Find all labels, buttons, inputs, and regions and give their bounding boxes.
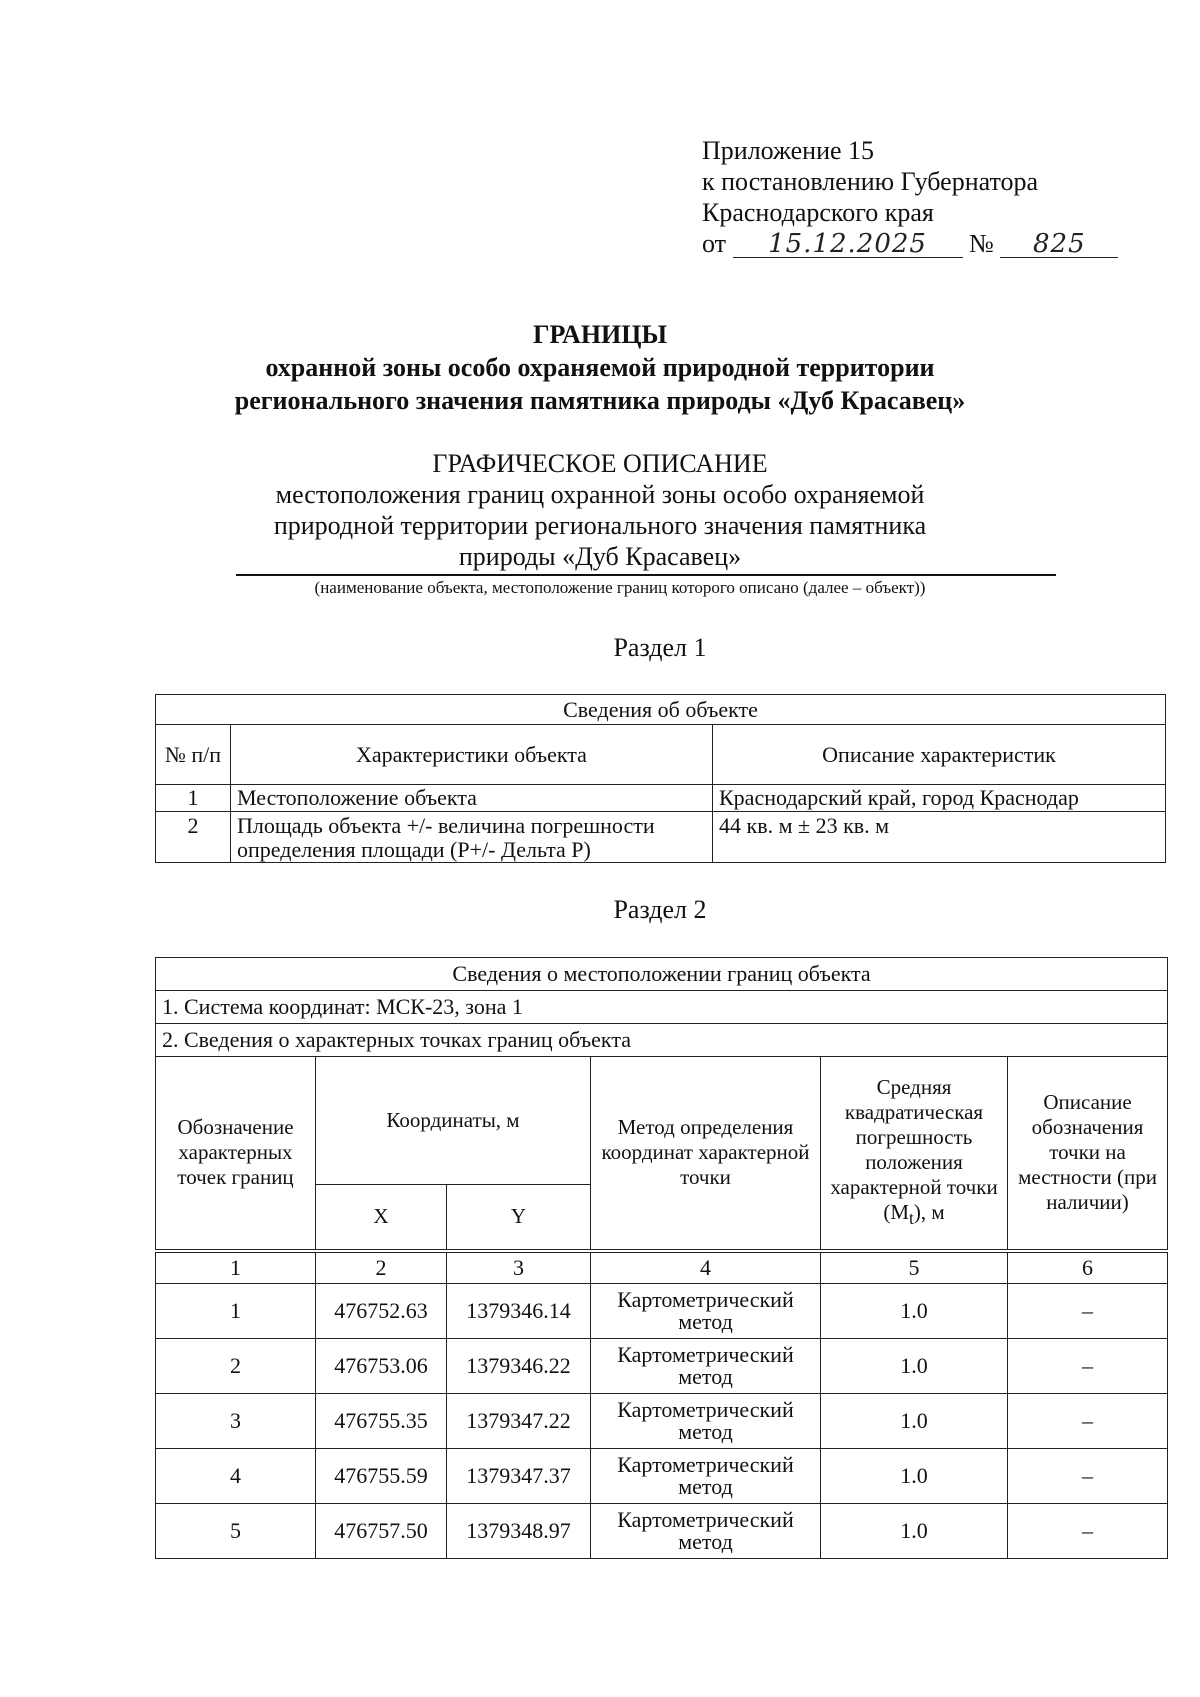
cell-coordinate-x: 476752.63 [316, 1284, 447, 1339]
cell-location-description: – [1008, 1449, 1168, 1504]
row-description: Краснодарский край, город Краснодар [713, 785, 1166, 812]
column-number: 5 [821, 1251, 1008, 1284]
cell-point-id: 4 [156, 1449, 316, 1504]
coordinate-system: 1. Система координат: МСК-23, зона 1 [156, 991, 1168, 1024]
column-header-x: X [316, 1185, 447, 1251]
table-header-row [156, 1057, 1168, 1185]
table-row [156, 1339, 1168, 1394]
cell-point-id: 1 [156, 1284, 316, 1339]
cell-method: Картометрический метод [591, 1394, 821, 1449]
cell-point-id: 3 [156, 1394, 316, 1449]
error-header-unit: ), м [913, 1199, 945, 1224]
cell-location-description: – [1008, 1284, 1168, 1339]
cell-location-description: – [1008, 1339, 1168, 1394]
title-line-1: ГРАНИЦЫ [532, 320, 668, 349]
cell-error: 1.0 [821, 1339, 1008, 1394]
cell-coordinate-y: 1379346.22 [447, 1339, 591, 1394]
cell-error: 1.0 [821, 1449, 1008, 1504]
cell-coordinate-x: 476755.59 [316, 1449, 447, 1504]
cell-coordinate-x: 476753.06 [316, 1339, 447, 1394]
error-header-subscript: t [909, 1207, 914, 1228]
table-row [156, 1394, 1168, 1449]
table-row [156, 1284, 1168, 1339]
column-header-number: № п/п [156, 725, 231, 785]
cell-method: Картометрический метод [591, 1339, 821, 1394]
appendix-block [702, 135, 1118, 259]
points-title-row [156, 1024, 1168, 1057]
column-number: 3 [447, 1251, 591, 1284]
object-info-table [155, 694, 1166, 863]
title-line-2: охранной зоны особо охраняемой природной территории [265, 353, 935, 382]
handwritten-number: 825 [1033, 229, 1086, 259]
row-characteristic: Местоположение объекта [231, 785, 713, 812]
cell-point-id: 2 [156, 1339, 316, 1394]
row-characteristic: Площадь объекта +/- величина погрешности определения площади (Р+/- Дельта Р) [231, 812, 713, 863]
cell-error: 1.0 [821, 1284, 1008, 1339]
column-number: 4 [591, 1251, 821, 1284]
cell-coordinate-x: 476755.35 [316, 1394, 447, 1449]
cell-method: Картометрический метод [591, 1284, 821, 1339]
row-number: 2 [156, 812, 231, 863]
cell-coordinate-y: 1379348.97 [447, 1504, 591, 1559]
cell-error: 1.0 [821, 1504, 1008, 1559]
cell-point-id: 5 [156, 1504, 316, 1559]
appendix-date-line [702, 228, 1118, 259]
subtitle-underline [236, 574, 1056, 576]
from-label: от [702, 229, 727, 258]
error-header-text: Средняя квадратическая погрешность положения характерной точки (M [830, 1074, 998, 1224]
table-row [156, 1504, 1168, 1559]
cell-coordinate-x: 476757.50 [316, 1504, 447, 1559]
subtitle-line-2: местоположения границ охранной зоны особо охраняемой [275, 480, 925, 509]
subtitle-line-4: природы «Дуб Красавец» [458, 542, 742, 571]
handwritten-date: 15.12.2025 [768, 229, 927, 259]
column-number: 1 [156, 1251, 316, 1284]
object-caption: (наименование объекта, местоположение границ которого описано (далее – объект)) [314, 578, 926, 597]
appendix-region: Краснодарского края [702, 198, 934, 227]
table-title-row [156, 958, 1168, 991]
number-field [1000, 231, 1118, 258]
column-header-characteristic: Характеристики объекта [231, 725, 713, 785]
table-row [156, 1449, 1168, 1504]
appendix-title: Приложение 15 [702, 136, 875, 165]
coordinate-system-row [156, 991, 1168, 1024]
section-2-heading: Раздел 2 [613, 895, 707, 924]
points-title: 2. Сведения о характерных точках границ объекта [156, 1024, 1168, 1057]
column-number: 6 [1008, 1251, 1168, 1284]
table-title: Сведения о местоположении границ объекта [156, 958, 1168, 991]
cell-coordinate-y: 1379346.14 [447, 1284, 591, 1339]
table-title: Сведения об объекте [156, 695, 1166, 725]
date-field [733, 231, 963, 258]
points-body [156, 1284, 1168, 1559]
table-row [156, 785, 1166, 812]
graphic-description-heading [0, 448, 1200, 572]
title-line-3: регионального значения памятника природы «Дуб Красавец» [234, 386, 966, 415]
column-header-description: Описание характеристик [713, 725, 1166, 785]
row-number: 1 [156, 785, 231, 812]
column-number: 2 [316, 1251, 447, 1284]
column-header-error [821, 1057, 1008, 1251]
column-header-y: Y [447, 1185, 591, 1251]
row-description: 44 кв. м ± 23 кв. м [713, 812, 1166, 863]
boundary-points-table [155, 957, 1168, 1559]
cell-method: Картометрический метод [591, 1449, 821, 1504]
subtitle-line-1: ГРАФИЧЕСКОЕ ОПИСАНИЕ [432, 449, 768, 478]
cell-coordinate-y: 1379347.22 [447, 1394, 591, 1449]
column-header-point: Обозначение характерных точек границ [156, 1057, 316, 1251]
column-header-coordinates: Координаты, м [316, 1057, 591, 1185]
subtitle-line-3: природной территории регионального значения памятника [273, 511, 927, 540]
cell-coordinate-y: 1379347.37 [447, 1449, 591, 1504]
table-header-row [156, 725, 1166, 785]
column-header-method: Метод определения координат характерной точки [591, 1057, 821, 1251]
number-label: № [969, 229, 994, 258]
column-numbers-row [156, 1251, 1168, 1284]
column-header-location-description: Описание обозначения точки на местности (при наличии) [1008, 1057, 1168, 1251]
table-title-row [156, 695, 1166, 725]
cell-error: 1.0 [821, 1394, 1008, 1449]
appendix-decree: к постановлению Губернатора [702, 167, 1039, 196]
document-title [0, 318, 1200, 417]
table-row [156, 812, 1166, 863]
cell-method: Картометрический метод [591, 1504, 821, 1559]
section-1-heading: Раздел 1 [613, 633, 707, 662]
cell-location-description: – [1008, 1504, 1168, 1559]
cell-location-description: – [1008, 1394, 1168, 1449]
